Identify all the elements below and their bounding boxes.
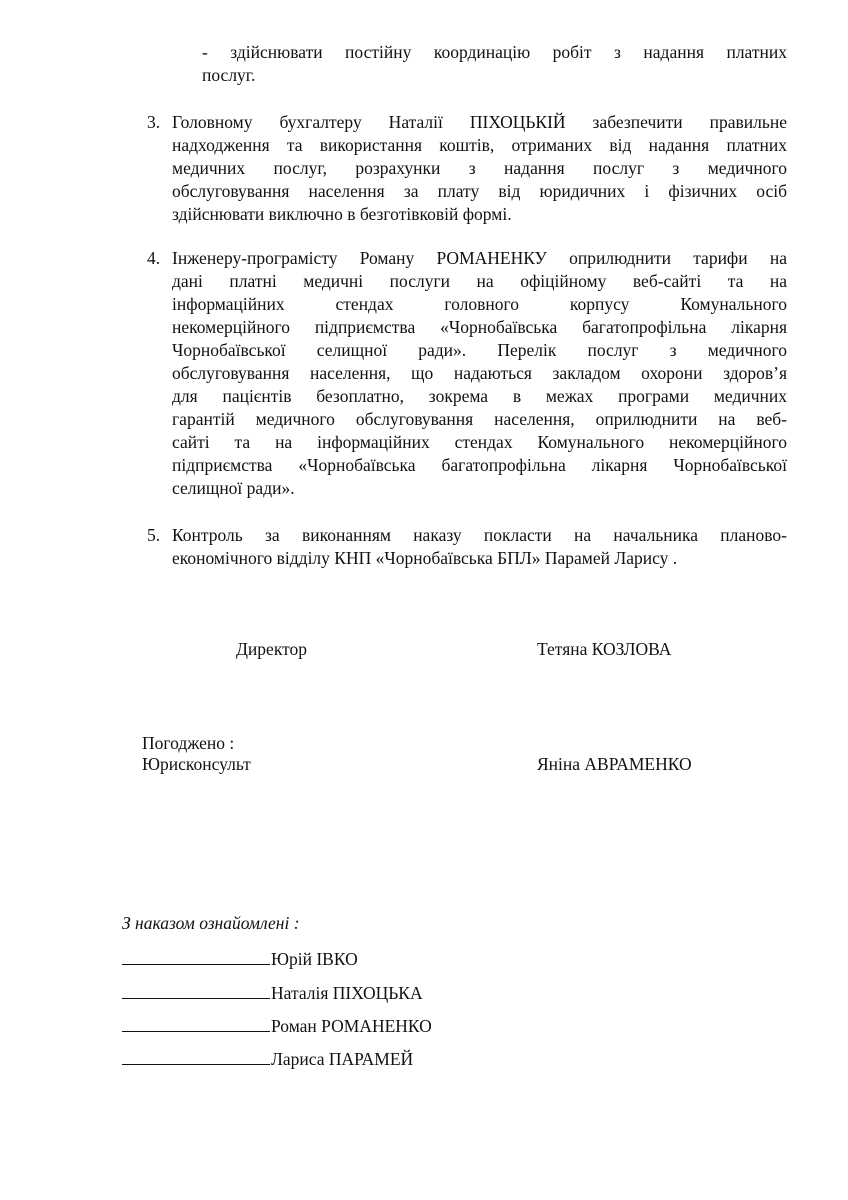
acquainted-person: Наталія ПІХОЦЬКА xyxy=(271,983,423,1003)
item4-number: 4. xyxy=(147,248,161,268)
item3-line: надходження та використання коштів, отриманих від надання платних xyxy=(172,135,787,155)
item3-line: медичних послуг, розрахунки з надання послуг з медичного xyxy=(172,158,787,178)
item3-line: обслуговування населення за плату від юридичних і фізичних осіб xyxy=(172,181,787,201)
item4-line: Чорнобаївської селищної ради». Перелік послуг з медичного xyxy=(172,340,787,360)
acquainted-row xyxy=(122,1015,432,1038)
director-name: Тетяна КОЗЛОВА xyxy=(537,639,672,659)
item3-line: Головному бухгалтеру Наталії ПІХОЦЬКІЙ забезпечити правильне xyxy=(172,112,787,132)
acquainted-person: Юрій ІВКО xyxy=(271,949,358,969)
item4-line: сайті та на інформаційних стендах Комунального некомерційного xyxy=(172,432,787,452)
signature-line xyxy=(122,1016,270,1032)
item4-line: для пацієнтів безоплатно, зокрема в межах програми медичних xyxy=(172,386,787,406)
item4-line: Інженеру-програмісту Роману РОМАНЕНКУ оприлюднити тарифи на xyxy=(172,248,787,268)
acquainted-row xyxy=(122,1048,413,1071)
acquainted-heading: З наказом ознайомлені : xyxy=(122,913,300,933)
director-title: Директор xyxy=(236,639,308,659)
acquainted-person: Роман РОМАНЕНКО xyxy=(271,1016,432,1036)
acquainted-person: Лариса ПАРАМЕЙ xyxy=(271,1049,414,1069)
item4-line: обслуговування населення, що надаються закладом охорони здоров’я xyxy=(172,363,787,383)
signature-line xyxy=(122,949,270,965)
item4-line: гарантій медичного обслуговування населення, оприлюднити на веб- xyxy=(172,409,787,429)
item4-line: підприємства «Чорнобаївська багатопрофільна лікарня Чорнобаївської xyxy=(172,455,787,475)
item4-line: селищної ради». xyxy=(172,478,295,498)
item3-line: здійснювати виключно в безготівковій формі. xyxy=(172,204,512,224)
item3-number: 3. xyxy=(147,112,161,132)
item5-number: 5. xyxy=(147,525,161,545)
acquainted-row xyxy=(122,948,358,971)
item3-text xyxy=(172,111,787,226)
acquainted-row xyxy=(122,982,423,1005)
item5-text xyxy=(172,524,787,570)
item4-line: некомерційного підприємства «Чорнобаївська багатопрофільна лікарня xyxy=(172,317,787,337)
item5-line: Контроль за виконанням наказу покласти на начальника планово- xyxy=(172,525,787,545)
item5-line: економічного відділу КНП «Чорнобаївська БПЛ» Парамей Ларису . xyxy=(172,548,678,568)
item4-text xyxy=(172,247,787,500)
lawyer-name: Яніна АВРАМЕНКО xyxy=(537,754,692,774)
lawyer-title: Юрисконсульт xyxy=(142,754,251,774)
item4-line: інформаційних стендах головного корпусу Комунального xyxy=(172,294,787,314)
signature-line xyxy=(122,983,270,999)
agreed-label: Погоджено : xyxy=(142,733,235,753)
signature-line xyxy=(122,1049,270,1065)
intro-item xyxy=(202,41,787,87)
intro-item-line: послуг. xyxy=(202,65,256,85)
intro-item-line: - здійснювати постійну координацію робіт з надання платних xyxy=(202,42,787,62)
item4-line: дані платні медичні послуги на офіційному веб-сайті та на xyxy=(172,271,787,291)
